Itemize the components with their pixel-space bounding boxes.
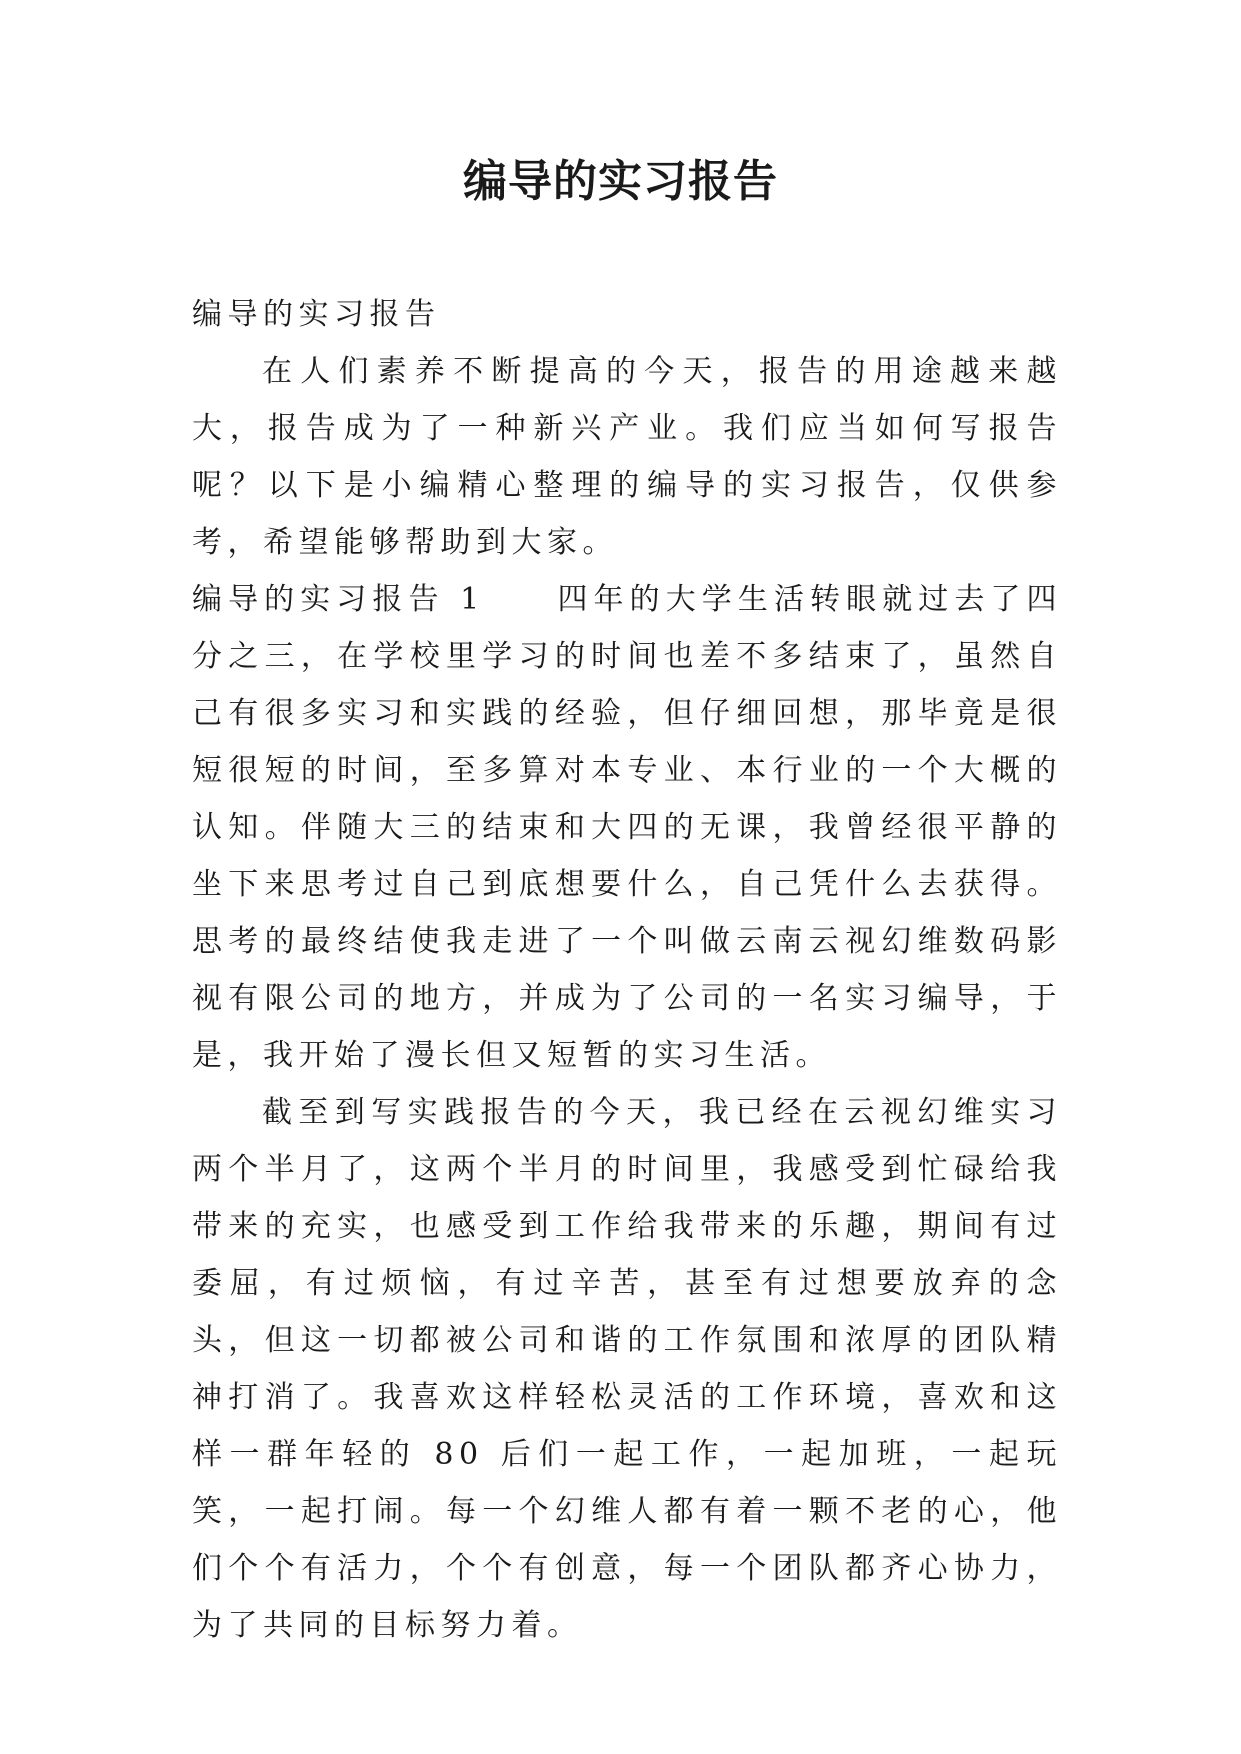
report-1-paragraph: 编导的实习报告 1 四年的大学生活转眼就过去了四分之三，在学校里学习的时间也差不多结束了，虽然自己有很多实习和实践的经验，但仔细回想，那毕竟是很短很短的时间，至多算对本专业、本行业的一个大概的认知。伴随大三的结束和大四的无课，我曾经很平静的坐下来思考过自己到底想要什么，自己凭什么去获得。思考的最终结使我走进了一个叫做云南云视幻维数码影视有限公司的地方，并成为了公司的一名实习编导，于是，我开始了漫长但又短暂的实习生活。 bbox=[192, 582, 1062, 1073]
document-body bbox=[192, 286, 1062, 1654]
intro-paragraph: 在人们素养不断提高的今天，报告的用途越来越大，报告成为了一种新兴产业。我们应当如何写报告呢？以下是小编精心整理的编导的实习报告，仅供参考，希望能够帮助到大家。 bbox=[192, 354, 1062, 560]
report-1-paragraph-2: 截至到写实践报告的今天，我已经在云视幻维实习两个半月了，这两个半月的时间里，我感受到忙碌给我带来的充实，也感受到工作给我带来的乐趣，期间有过委屈，有过烦恼，有过辛苦，甚至有过想要放弃的念头，但这一切都被公司和谐的工作氛围和浓厚的团队精神打消了。我喜欢这样轻松灵活的工作环境，喜欢和这样一群年轻的 80 后们一起工作，一起加班，一起玩笑，一起打闹。每一个幻维人都有着一颗不老的心，他们个个有活力，个个有创意，每一个团队都齐心协力，为了共同的目标努力着。 bbox=[192, 1095, 1062, 1643]
document-subtitle: 编导的实习报告 bbox=[192, 297, 441, 332]
document-title: 编导的实习报告 bbox=[463, 156, 778, 207]
